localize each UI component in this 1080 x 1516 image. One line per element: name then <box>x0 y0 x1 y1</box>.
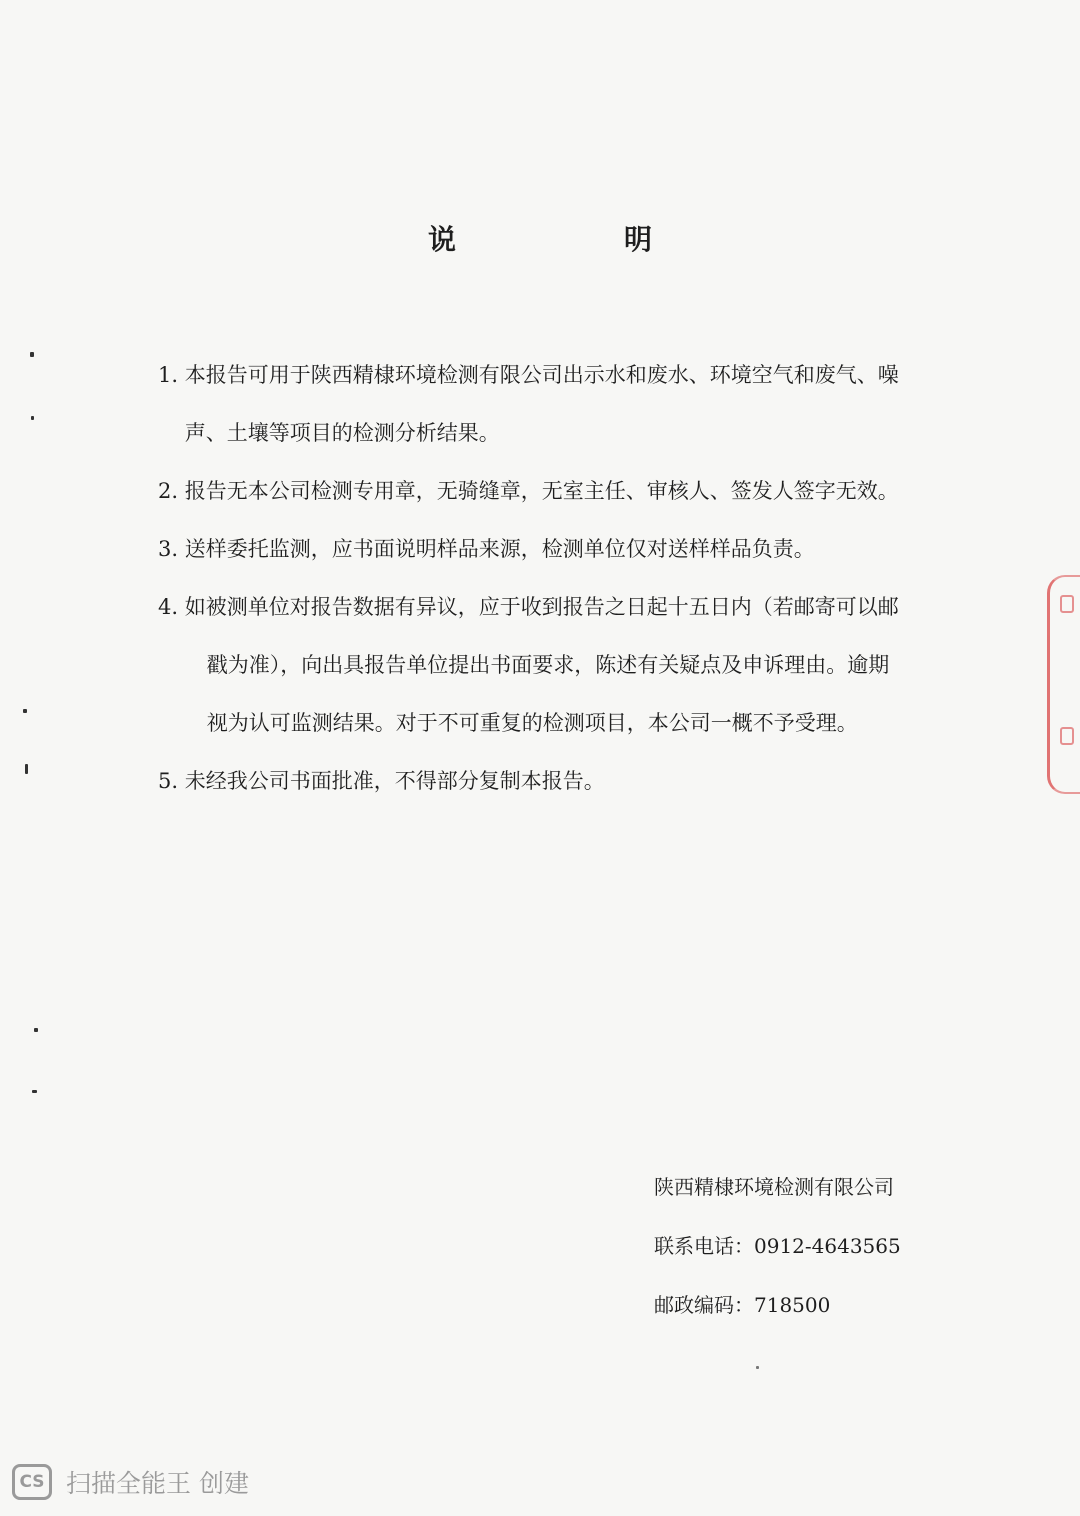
note-number: 5. <box>158 769 185 793</box>
document-title: 说 明 <box>427 223 722 256</box>
note-text: 本报告可用于陕西精棣环境检测有限公司出示水和废水、环境空气和废气、噪 <box>184 363 899 387</box>
note-text-continued: 声、土壤等项目的检测分析结果。 <box>184 421 500 445</box>
note-text-continued: 视为认可监测结果。对于不可重复的检测项目，本公司一概不予受理。 <box>206 711 858 735</box>
company-footer <box>654 1158 901 1335</box>
camscanner-logo-icon: CS <box>12 1464 52 1500</box>
note-item-5 <box>158 752 918 810</box>
note-number: 4. <box>158 595 185 619</box>
note-text-continued: 戳为准），向出具报告单位提出书面要求，陈述有关疑点及申诉理由。逾期 <box>206 653 890 677</box>
scan-speck <box>31 416 34 420</box>
note-text: 送样委托监测，应书面说明样品来源，检测单位仅对送样样品负责。 <box>184 537 815 561</box>
scan-speck <box>30 352 34 357</box>
note-number: 3. <box>158 537 185 561</box>
scanner-watermark <box>12 1462 249 1502</box>
scan-speck <box>34 1028 38 1032</box>
scan-speck <box>23 709 27 713</box>
scan-speck <box>756 1366 759 1369</box>
note-item-3 <box>158 520 918 578</box>
seal-mark <box>1060 727 1074 745</box>
note-item-4 <box>158 578 918 752</box>
contact-phone: 联系电话：0912-4643565 <box>654 1234 901 1258</box>
note-item-2 <box>158 462 918 520</box>
watermark-text: 扫描全能王 创建 <box>66 1469 249 1498</box>
seal-mark <box>1060 595 1074 613</box>
note-number: 2. <box>158 479 185 503</box>
postal-code: 邮政编码：718500 <box>654 1293 831 1317</box>
company-name: 陕西精棣环境检测有限公司 <box>654 1175 894 1199</box>
seal-stamp-edge <box>1047 575 1080 794</box>
note-item-1 <box>158 346 918 462</box>
scan-speck <box>25 764 28 774</box>
note-text: 未经我公司书面批准，不得部分复制本报告。 <box>184 769 605 793</box>
note-text: 报告无本公司检测专用章，无骑缝章，无室主任、审核人、签发人签字无效。 <box>184 479 899 503</box>
note-number: 1. <box>158 363 185 387</box>
scan-speck <box>32 1090 37 1093</box>
notes-list <box>158 346 918 810</box>
note-text: 如被测单位对报告数据有异议，应于收到报告之日起十五日内（若邮寄可以邮 <box>184 595 899 619</box>
